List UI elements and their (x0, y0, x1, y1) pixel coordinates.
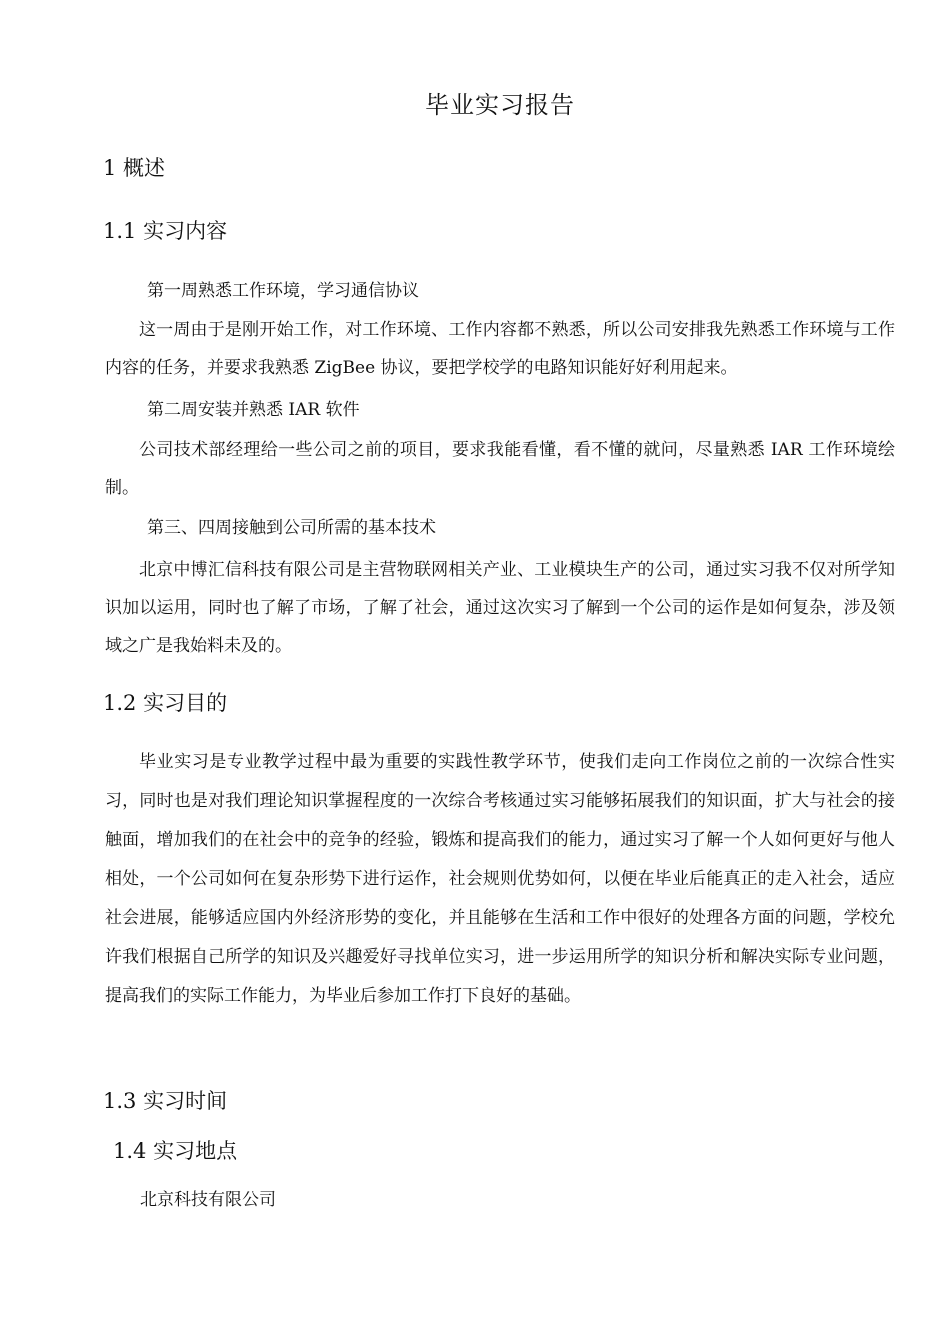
week1-paragraph: 这一周由于是刚开始工作，对工作环境、工作内容都不熟悉，所以公司安排我先熟悉工作环境与工作内容的任务，并要求我熟悉 ZigBee 协议，要把学校学的电路知识能好好利用起来。 (105, 320, 895, 378)
section-heading-internship-time: 1.3 实习时间 (103, 1089, 228, 1113)
week34-title: 第三、四周接触到公司所需的基本技术 (147, 518, 436, 538)
section-heading-internship-location: 1.4 实习地点 (113, 1139, 238, 1163)
purpose-paragraph: 毕业实习是专业教学过程中最为重要的实践性教学环节，使我们走向工作岗位之前的一次综合性实习，同时也是对我们理论知识掌握程度的一次综合考核通过实习能够拓展我们的知识面，扩大与社会的接触面，增加我们的在社会中的竞争的经验，锻炼和提高我们的能力，通过实习了解一个人如何更好与他人相处，一个公司如何在复杂形势下进行运作，社会规则优势如何，以便在毕业后能真正的走入社会，适应社会进展，能够适应国内外经济形势的变化，并且能够在生活和工作中很好的处理各方面的问题，学校允许我们根据自己所学的知识及兴趣爱好寻找单位实习，进一步运用所学的知识分析和解决实际专业问题，提高我们的实际工作能力，为毕业后参加工作打下良好的基础。 (105, 752, 895, 1006)
section-heading-overview: 1 概述 (103, 156, 166, 180)
week2-title: 第二周安装并熟悉 IAR 软件 (147, 400, 360, 420)
section-heading-internship-content: 1.1 实习内容 (103, 219, 228, 243)
internship-location-text: 北京科技有限公司 (140, 1190, 276, 1210)
document-title: 毕业实习报告 (425, 91, 575, 119)
week2-paragraph: 公司技术部经理给一些公司之前的项目，要求我能看懂，看不懂的就问，尽量熟悉 IAR 工作环境绘制。 (105, 440, 895, 498)
week34-paragraph: 北京中博汇信科技有限公司是主营物联网相关产业、工业模块生产的公司，通过实习我不仅对所学知识加以运用，同时也了解了市场，了解了社会，通过这次实习了解到一个公司的运作是如何复杂，涉及领域之广是我始料未及的。 (105, 560, 895, 656)
week1-title: 第一周熟悉工作环境，学习通信协议 (147, 281, 419, 301)
section-heading-internship-purpose: 1.2 实习目的 (103, 691, 228, 715)
